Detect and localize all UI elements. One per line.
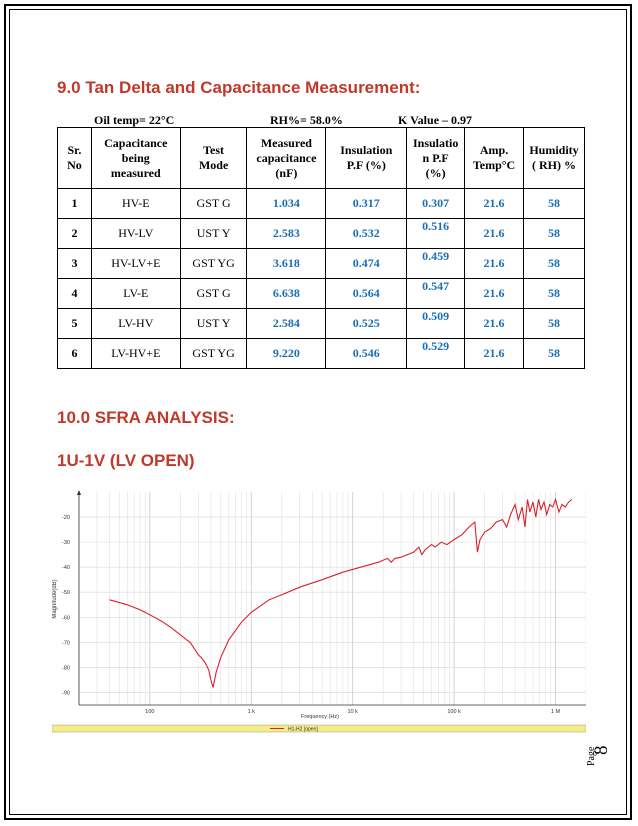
table-cell: 58 — [524, 339, 585, 369]
table-cell: 21.6 — [465, 249, 524, 279]
header-cell: Capacitance being measured — [91, 128, 180, 189]
y-tick-label: -60 — [62, 615, 70, 622]
page-number: 8 — [591, 745, 612, 755]
table-cell: 0.307 — [407, 189, 465, 219]
table-cell: 0.516 — [407, 219, 465, 249]
table-cell: GST G — [180, 279, 247, 309]
x-tick-label: 1 M — [550, 709, 561, 715]
y-tick-label: -80 — [62, 665, 70, 672]
x-tick-label: 10 k — [347, 709, 358, 715]
header-cell: Sr. No — [58, 128, 92, 189]
header-cell: Test Mode — [180, 128, 247, 189]
header-cell: Insulation P.F (%) — [326, 128, 407, 189]
header-cell: Amp. Temp°C — [465, 128, 524, 189]
table-header-row — [58, 128, 585, 189]
table-cell: GST YG — [180, 249, 247, 279]
y-tick-label: -90 — [62, 690, 70, 697]
oil-temp-label: Oil temp= 22°C — [94, 113, 175, 127]
y-tick-label: -30 — [62, 540, 70, 547]
table-cell: LV-E — [91, 279, 180, 309]
table-cell: 0.459 — [407, 249, 465, 279]
table-cell: 9.220 — [247, 339, 326, 369]
table-cell: 0.474 — [326, 249, 407, 279]
table-cell: 3.618 — [247, 249, 326, 279]
table-cell: 21.6 — [465, 339, 524, 369]
table-cell: 2.583 — [247, 219, 326, 249]
header-cell: Measured capacitance (nF) — [247, 128, 326, 189]
table-row — [58, 189, 585, 219]
table-cell: 0.529 — [407, 339, 465, 369]
y-axis-label: Magnitude(dB) — [52, 579, 58, 619]
table-cell: GST G — [180, 189, 247, 219]
table-cell: LV-HV — [91, 309, 180, 339]
k-value-label: K Value – 0.97 — [398, 113, 473, 127]
table-cell: LV-HV+E — [91, 339, 180, 369]
table-cell: 0.532 — [326, 219, 407, 249]
table-cell: 0.547 — [407, 279, 465, 309]
y-axis-arrow — [77, 490, 81, 495]
header-cell: Humidity ( RH) % — [524, 128, 585, 189]
table-row — [58, 279, 585, 309]
y-tick-label: -70 — [62, 640, 70, 647]
table-cell: 3 — [58, 249, 92, 279]
table-cell: 21.6 — [465, 309, 524, 339]
table-cell: HV-E — [91, 189, 180, 219]
table-cell: 21.6 — [465, 219, 524, 249]
table-cell: 6 — [58, 339, 92, 369]
table-cell: 0.564 — [326, 279, 407, 309]
table-cell: HV-LV — [91, 219, 180, 249]
table-cell: 58 — [524, 279, 585, 309]
table-row — [58, 339, 585, 369]
table-row — [58, 219, 585, 249]
table-cell: 21.6 — [465, 189, 524, 219]
table-row — [58, 309, 585, 339]
table-cell: 0.525 — [326, 309, 407, 339]
section-heading-tan-delta: 9.0 Tan Delta and Capacitance Measurement: — [57, 78, 421, 97]
table-cell: GST YG — [180, 339, 247, 369]
table-cell: 0.546 — [326, 339, 407, 369]
page-label: Page — [586, 746, 597, 766]
table-row — [58, 249, 585, 279]
table-cell: UST Y — [180, 219, 247, 249]
section-subheading-winding: 1U-1V (LV OPEN) — [57, 451, 195, 470]
table-cell: 6.638 — [247, 279, 326, 309]
table-cell: 2 — [58, 219, 92, 249]
table-cell: 2.584 — [247, 309, 326, 339]
rh-label: RH%= 58.0% — [270, 113, 343, 127]
table-cell: 21.6 — [465, 279, 524, 309]
section-heading-sfra: 10.0 SFRA ANALYSIS: — [57, 408, 235, 427]
page-number-block — [583, 729, 623, 769]
y-tick-label: -20 — [62, 515, 70, 522]
legend-bar — [52, 725, 586, 732]
table-cell: 0.509 — [407, 309, 465, 339]
table-cell: 5 — [58, 309, 92, 339]
table-cell: 58 — [524, 189, 585, 219]
table-cell: UST Y — [180, 309, 247, 339]
table-cell: 4 — [58, 279, 92, 309]
x-tick-label: 100 k — [447, 709, 461, 715]
x-tick-label: 1 k — [247, 709, 255, 715]
sfra-chart — [52, 487, 586, 735]
table-cell: 1.034 — [247, 189, 326, 219]
x-tick-label: 100 — [145, 709, 155, 715]
tan-delta-table — [57, 127, 585, 369]
table-cell: 1 — [58, 189, 92, 219]
y-tick-label: -50 — [62, 590, 70, 597]
x-axis-label: Frequency (Hz) — [301, 714, 339, 720]
table-cell: 0.317 — [326, 189, 407, 219]
table-cell: 58 — [524, 309, 585, 339]
table-cell: 58 — [524, 219, 585, 249]
y-tick-label: -40 — [62, 565, 70, 572]
header-cell: Insulatio n P.F (%) — [407, 128, 465, 189]
table-cell: 58 — [524, 249, 585, 279]
table-cell: HV-LV+E — [91, 249, 180, 279]
legend-label: H1-H2 [open] — [288, 726, 318, 733]
